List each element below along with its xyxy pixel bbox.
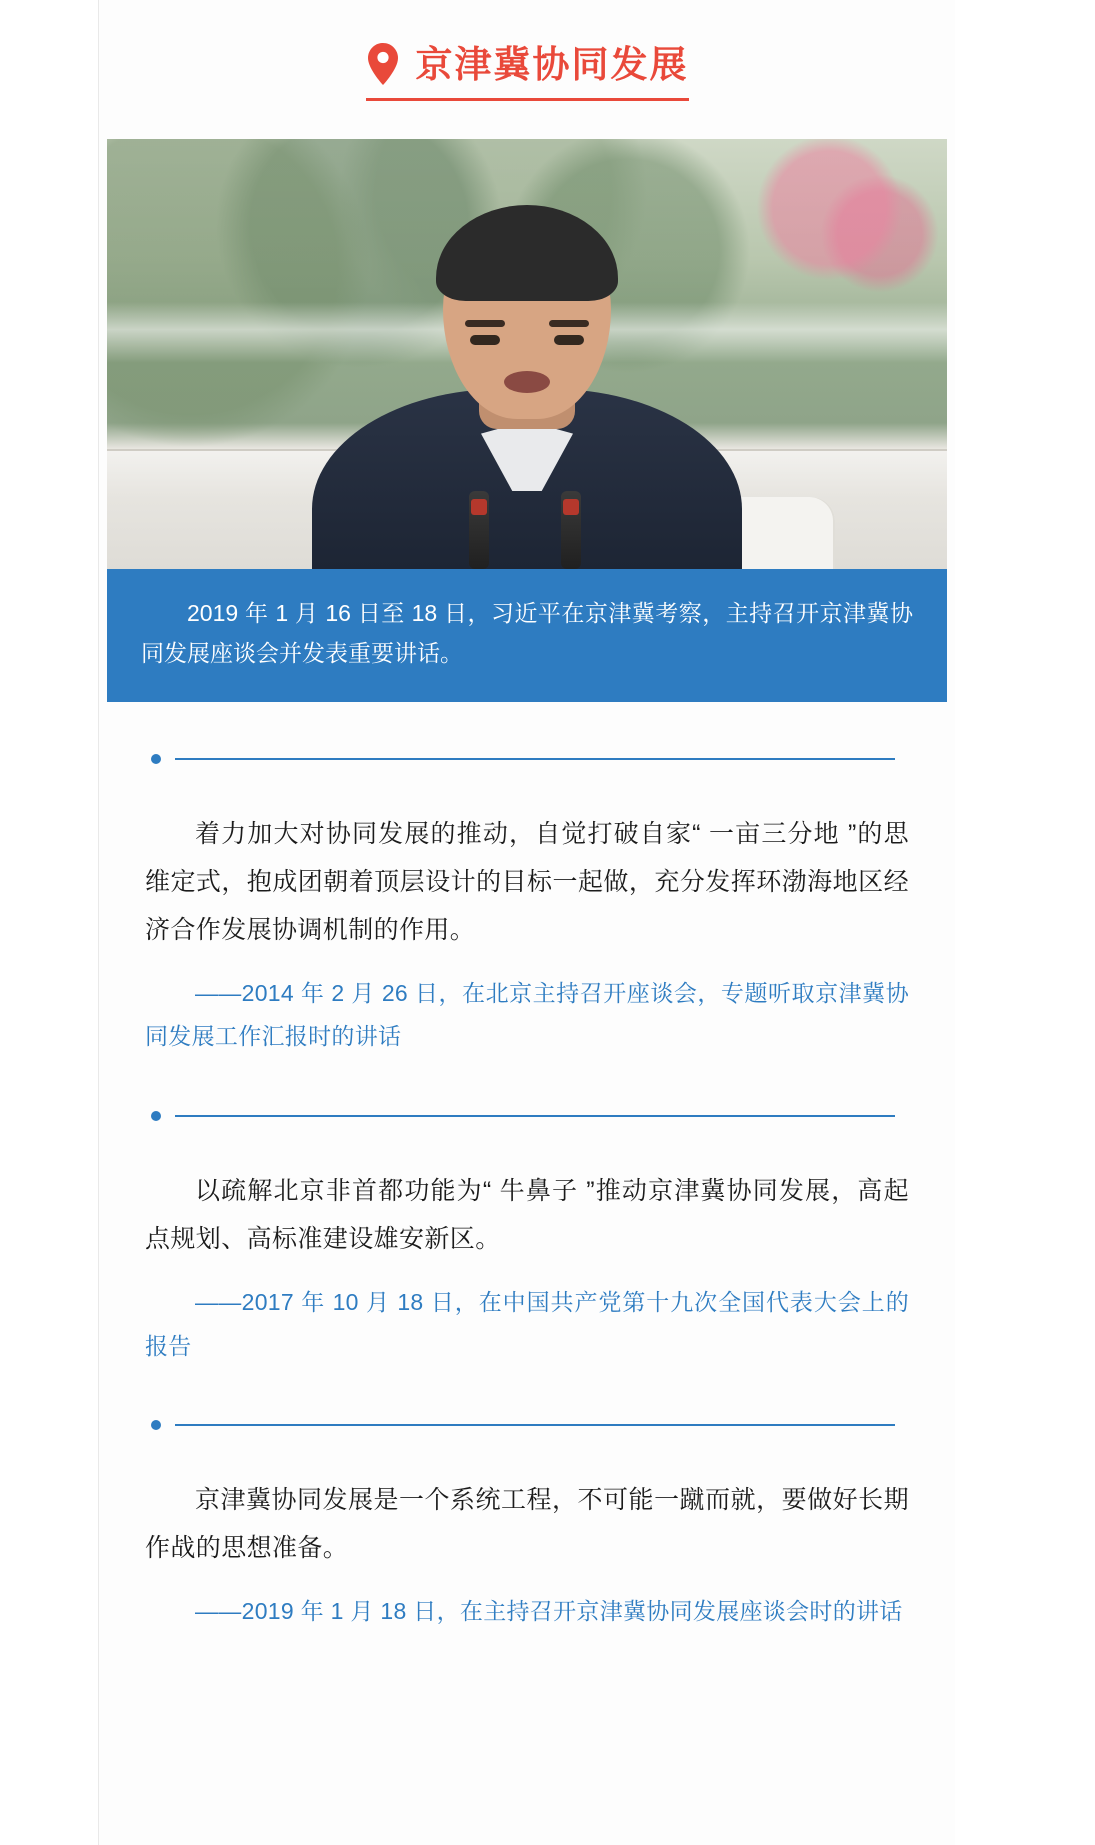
eye-left <box>470 335 500 345</box>
quote-text: 京津冀协同发展是一个系统工程，不可能一蹴而就，要做好长期作战的思想准备。 <box>145 1486 909 1563</box>
left-gutter <box>0 0 99 1845</box>
mouth <box>504 371 550 393</box>
right-gutter <box>955 0 1095 1845</box>
quote-source: ——2014 年 2 月 26 日，在北京主持召开座谈会，专题听取京津冀协同发展工作汇报时的讲话 <box>145 979 909 1050</box>
divider-line <box>175 1424 895 1426</box>
quote-text: 着力加大对协同发展的推动，自觉打破自家“ 一亩三分地 ”的思维定式，抱成团朝着顶层设计的目标一起做，充分发挥环渤海地区经济合作发展协调机制的作用。 <box>145 819 909 944</box>
bullet-dot-icon <box>151 1420 161 1430</box>
bullet-dot-icon <box>151 1111 161 1121</box>
microphone-left <box>469 491 489 569</box>
microphone-right <box>561 491 581 569</box>
bullet-dot-icon <box>151 754 161 764</box>
page-title: 京津冀协同发展 <box>415 43 689 85</box>
section-divider-1 <box>145 754 909 764</box>
hero-caption: 2019 年 1 月 16 日至 18 日，习近平在京津冀考察，主持召开京津冀协同发展座谈会并发表重要讲话。 <box>107 569 947 702</box>
page-header <box>99 0 955 101</box>
page-header-inner <box>366 42 689 101</box>
hero-section <box>107 139 947 702</box>
section-divider-3 <box>145 1420 909 1430</box>
quote-text: 以疏解北京非首都功能为“ 牛鼻子 ”推动京津冀协同发展，高起点规划、高标准建设雄安新区。 <box>145 1176 909 1253</box>
hero-image <box>107 139 947 569</box>
eye-right <box>554 335 584 345</box>
quote-block-1 <box>99 754 955 1059</box>
eyebrow-right <box>549 320 589 327</box>
bottom-spacer <box>145 1634 909 1694</box>
location-pin-icon <box>366 42 400 86</box>
quote-source: ——2017 年 10 月 18 日，在中国共产党第十九次全国代表大会上的报告 <box>145 1288 909 1359</box>
divider-line <box>175 1115 895 1117</box>
eyebrow-left <box>465 320 505 327</box>
quote-block-3 <box>99 1420 955 1694</box>
speaker-figure <box>292 259 762 569</box>
section-divider-2 <box>145 1111 909 1121</box>
divider-line <box>175 758 895 760</box>
quote-source: ——2019 年 1 月 18 日，在主持召开京津冀协同发展座谈会时的讲话 <box>195 1598 903 1625</box>
article-content <box>99 0 955 1845</box>
quote-block-2 <box>99 1111 955 1368</box>
